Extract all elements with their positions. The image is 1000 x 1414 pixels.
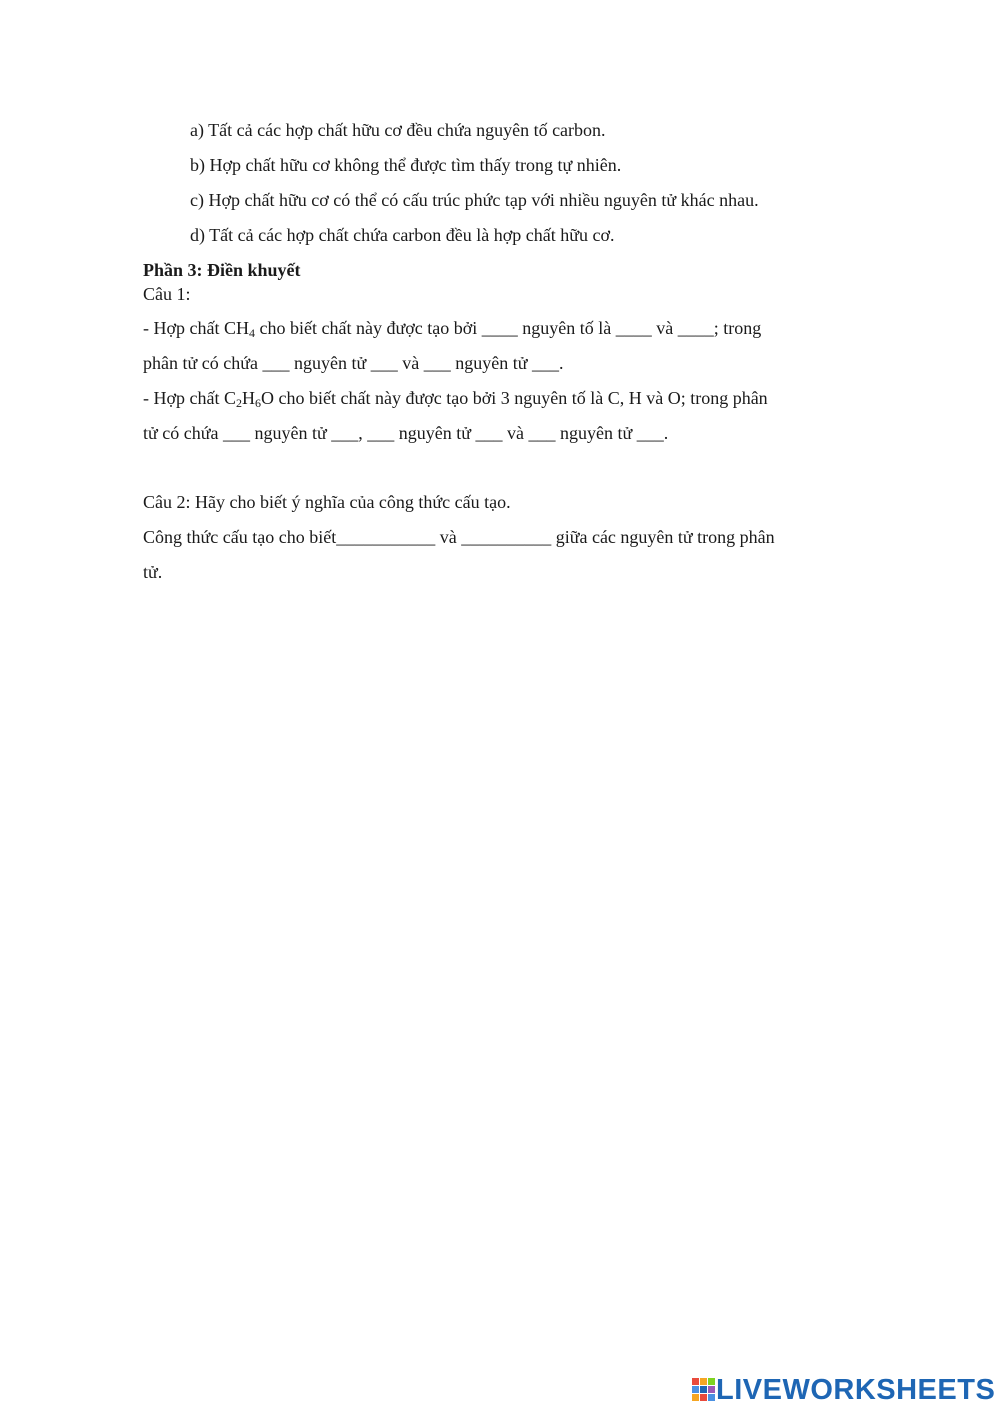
text: O cho biết chất này được tạo bởi 3 nguyên tố là C, H và O; trong phân (261, 388, 768, 408)
question-2-line-1 (143, 525, 775, 549)
text: nguyên tử (249, 423, 332, 443)
text: và (435, 527, 462, 547)
text: Công thức cấu tạo cho biết (143, 527, 337, 547)
liveworksheets-logo (692, 1374, 995, 1406)
blank[interactable]: ____ (615, 318, 652, 338)
question-1-line-4 (143, 421, 668, 445)
subscript: 4 (249, 326, 255, 340)
blank[interactable]: ___ (262, 353, 290, 373)
logo-mark-icon (692, 1378, 714, 1402)
text: nguyên tử (450, 353, 532, 373)
blank[interactable]: ___________ (336, 527, 436, 547)
subscript: 6 (255, 396, 261, 410)
blank[interactable]: ____ (677, 318, 714, 338)
text: nguyên tố là (517, 318, 616, 338)
question-1-label: Câu 1: (143, 284, 191, 304)
text: nguyên tử (555, 423, 637, 443)
text: và (397, 353, 424, 373)
option-b: b) Hợp chất hữu cơ không thể được tìm thấy trong tự nhiên. (190, 155, 622, 175)
question-1-line-2 (143, 351, 563, 375)
text: phân tử có chứa (143, 353, 263, 373)
question-1-line-1 (143, 316, 761, 340)
text: . (663, 423, 669, 443)
text: giữa các nguyên tử trong phân (551, 527, 775, 547)
text: , (358, 423, 368, 443)
blank[interactable]: ___ (370, 353, 398, 373)
blank[interactable]: ___ (475, 423, 503, 443)
blank[interactable]: ____ (481, 318, 518, 338)
subscript: 2 (236, 396, 242, 410)
logo-tile (700, 1378, 707, 1385)
text: nguyên tử (394, 423, 476, 443)
text: và (651, 318, 678, 338)
section-title: Phần 3: Điền khuyết (143, 260, 301, 280)
text: và (502, 423, 529, 443)
question-1-line-3 (143, 386, 768, 410)
logo-tile (708, 1394, 715, 1401)
logo-tile (700, 1386, 707, 1393)
text: nguyên tử (289, 353, 371, 373)
blank[interactable]: ___ (636, 423, 664, 443)
logo-tile (700, 1394, 707, 1401)
question-2-line-2: tử. (143, 562, 163, 582)
text: cho biết chất này được tạo bởi (255, 318, 482, 338)
option-d: d) Tất cả các hợp chất chứa carbon đều là hợp chất hữu cơ. (190, 225, 615, 245)
blank[interactable]: ___ (531, 353, 559, 373)
text: tử có chứa (143, 423, 223, 443)
text: . (558, 353, 564, 373)
blank[interactable]: ___ (222, 423, 250, 443)
text: H (242, 388, 255, 408)
blank[interactable]: ___ (423, 353, 451, 373)
logo-tile (692, 1394, 699, 1401)
option-a: a) Tất cả các hợp chất hữu cơ đều chứa nguyên tố carbon. (190, 120, 606, 140)
blank[interactable]: __________ (461, 527, 552, 547)
blank[interactable]: ___ (367, 423, 395, 443)
text: ; trong (713, 318, 762, 338)
logo-tile (708, 1378, 715, 1385)
logo-tile (692, 1386, 699, 1393)
logo-tile (692, 1378, 699, 1385)
text: - Hợp chất C (143, 388, 236, 408)
text: - Hợp chất CH (143, 318, 249, 338)
logo-text: LIVEWORKSHEETS (716, 1373, 996, 1406)
logo-tile (708, 1386, 715, 1393)
question-2: Câu 2: Hãy cho biết ý nghĩa của công thức cấu tạo. (143, 492, 511, 512)
blank[interactable]: ___ (331, 423, 359, 443)
option-c: c) Hợp chất hữu cơ có thể có cấu trúc phức tạp với nhiều nguyên tử khác nhau. (190, 190, 759, 210)
blank[interactable]: ___ (528, 423, 556, 443)
